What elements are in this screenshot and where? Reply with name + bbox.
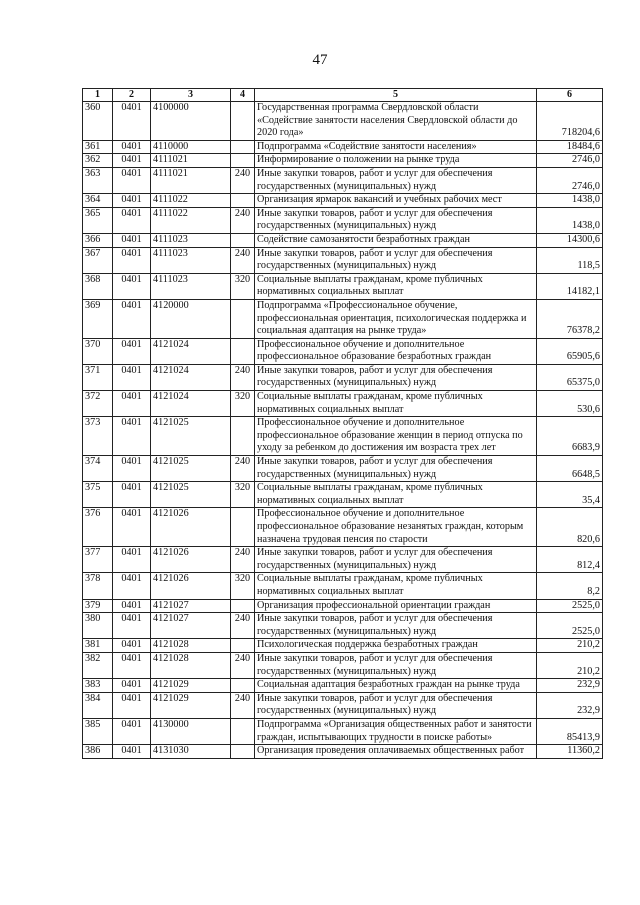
section-code: 0401 [113,247,151,273]
row-number: 385 [83,718,113,744]
target-code: 4121027 [151,613,231,639]
amount: 18484,6 [537,140,603,154]
item-name: Организация профессиональной ориентации граждан [255,599,537,613]
target-code: 4121029 [151,692,231,718]
table-row [83,573,603,599]
table-row [83,679,603,693]
item-name: Подпрограмма «Содействие занятости населения» [255,140,537,154]
item-name: Организация ярмарок вакансий и учебных рабочих мест [255,194,537,208]
section-code: 0401 [113,652,151,678]
amount: 6648,5 [537,456,603,482]
target-code: 4111022 [151,194,231,208]
amount: 35,4 [537,482,603,508]
row-number: 369 [83,299,113,338]
row-number: 381 [83,639,113,653]
expense-type [231,299,255,338]
table-row [83,102,603,141]
row-number: 362 [83,154,113,168]
item-name: Социальная адаптация безработных граждан на рынке труда [255,679,537,693]
table-row [83,652,603,678]
section-code: 0401 [113,273,151,299]
amount: 232,9 [537,692,603,718]
table-row [83,154,603,168]
table-row [83,299,603,338]
row-number: 384 [83,692,113,718]
item-name: Подпрограмма «Организация общественных работ и занятости граждан, испытывающих трудности в поиске работы» [255,718,537,744]
expense-type: 240 [231,456,255,482]
target-code: 4121024 [151,391,231,417]
table-row [83,508,603,547]
expense-type: 240 [231,167,255,193]
expense-type [231,194,255,208]
table-row [83,417,603,456]
header-col-6: 6 [537,89,603,102]
section-code: 0401 [113,154,151,168]
item-name: Социальные выплаты гражданам, кроме публичных нормативных социальных выплат [255,273,537,299]
expense-type [231,639,255,653]
target-code: 4130000 [151,718,231,744]
target-code: 4121025 [151,482,231,508]
target-code: 4121029 [151,679,231,693]
expense-type: 240 [231,364,255,390]
target-code: 4121026 [151,508,231,547]
header-col-1: 1 [83,89,113,102]
expense-type [231,679,255,693]
table-row [83,338,603,364]
row-number: 382 [83,652,113,678]
row-number: 378 [83,573,113,599]
amount: 11360,2 [537,745,603,759]
item-name: Иные закупки товаров, работ и услуг для обеспечения государственных (муниципальных) нужд [255,167,537,193]
section-code: 0401 [113,207,151,233]
section-code: 0401 [113,417,151,456]
expense-type: 320 [231,391,255,417]
target-code: 4131030 [151,745,231,759]
table-row [83,247,603,273]
header-col-4: 4 [231,89,255,102]
item-name: Информирование о положении на рынке труда [255,154,537,168]
expense-type: 320 [231,573,255,599]
section-code: 0401 [113,338,151,364]
section-code: 0401 [113,639,151,653]
row-number: 366 [83,233,113,247]
row-number: 372 [83,391,113,417]
target-code: 4121028 [151,652,231,678]
table-body [83,102,603,759]
item-name: Иные закупки товаров, работ и услуг для обеспечения государственных (муниципальных) нужд [255,547,537,573]
section-code: 0401 [113,599,151,613]
expense-type: 240 [231,247,255,273]
expense-type: 240 [231,692,255,718]
item-name: Иные закупки товаров, работ и услуг для обеспечения государственных (муниципальных) нужд [255,456,537,482]
row-number: 363 [83,167,113,193]
header-col-5: 5 [255,89,537,102]
expense-type [231,599,255,613]
expense-type: 320 [231,273,255,299]
table-row [83,547,603,573]
item-name: Иные закупки товаров, работ и услуг для обеспечения государственных (муниципальных) нужд [255,364,537,390]
target-code: 4121024 [151,338,231,364]
expense-type: 240 [231,547,255,573]
section-code: 0401 [113,194,151,208]
table-row [83,482,603,508]
amount: 85413,9 [537,718,603,744]
row-number: 361 [83,140,113,154]
section-code: 0401 [113,482,151,508]
expense-type [231,718,255,744]
item-name: Социальные выплаты гражданам, кроме публичных нормативных социальных выплат [255,482,537,508]
expense-type [231,417,255,456]
row-number: 374 [83,456,113,482]
table-row [83,456,603,482]
amount: 65905,6 [537,338,603,364]
target-code: 4111022 [151,207,231,233]
section-code: 0401 [113,613,151,639]
item-name: Профессиональное обучение и дополнительное профессиональное образование безработных граждан [255,338,537,364]
expense-type: 320 [231,482,255,508]
header-col-3: 3 [151,89,231,102]
amount: 210,2 [537,639,603,653]
row-number: 386 [83,745,113,759]
item-name: Иные закупки товаров, работ и услуг для обеспечения государственных (муниципальных) нужд [255,692,537,718]
target-code: 4121024 [151,364,231,390]
expense-type: 240 [231,207,255,233]
item-name: Социальные выплаты гражданам, кроме публичных нормативных социальных выплат [255,391,537,417]
target-code: 4121026 [151,547,231,573]
item-name: Иные закупки товаров, работ и услуг для обеспечения государственных (муниципальных) нужд [255,207,537,233]
section-code: 0401 [113,233,151,247]
table-row [83,140,603,154]
row-number: 383 [83,679,113,693]
amount: 2525,0 [537,613,603,639]
budget-table [82,88,603,759]
section-code: 0401 [113,364,151,390]
amount: 820,6 [537,508,603,547]
item-name: Иные закупки товаров, работ и услуг для обеспечения государственных (муниципальных) нужд [255,652,537,678]
row-number: 377 [83,547,113,573]
target-code: 4121025 [151,417,231,456]
section-code: 0401 [113,456,151,482]
item-name: Профессиональное обучение и дополнительное профессиональное образование женщин в период отпуска по уходу за ребенком до достижения им возраста трех лет [255,417,537,456]
amount: 118,5 [537,247,603,273]
section-code: 0401 [113,299,151,338]
target-code: 4100000 [151,102,231,141]
table-row [83,613,603,639]
section-code: 0401 [113,391,151,417]
section-code: 0401 [113,102,151,141]
amount: 2746,0 [537,154,603,168]
item-name: Психологическая поддержка безработных граждан [255,639,537,653]
section-code: 0401 [113,679,151,693]
item-name: Содействие самозанятости безработных граждан [255,233,537,247]
section-code: 0401 [113,718,151,744]
row-number: 370 [83,338,113,364]
target-code: 4121027 [151,599,231,613]
row-number: 379 [83,599,113,613]
row-number: 368 [83,273,113,299]
amount: 2746,0 [537,167,603,193]
target-code: 4111023 [151,247,231,273]
table-row [83,194,603,208]
table-row [83,391,603,417]
table-row [83,692,603,718]
expense-type [231,102,255,141]
amount: 14182,1 [537,273,603,299]
row-number: 367 [83,247,113,273]
row-number: 375 [83,482,113,508]
section-code: 0401 [113,140,151,154]
item-name: Подпрограмма «Профессиональное обучение, профессиональная ориентация, психологическая поддержка и социальная адаптация на рынке труда» [255,299,537,338]
table-row [83,233,603,247]
row-number: 364 [83,194,113,208]
amount: 65375,0 [537,364,603,390]
amount: 210,2 [537,652,603,678]
table-row [83,207,603,233]
target-code: 4120000 [151,299,231,338]
amount: 76378,2 [537,299,603,338]
table-row [83,364,603,390]
table-row [83,745,603,759]
expense-type [231,154,255,168]
table-row [83,718,603,744]
expense-type [231,140,255,154]
table-row [83,599,603,613]
row-number: 376 [83,508,113,547]
target-code: 4121025 [151,456,231,482]
amount: 1438,0 [537,194,603,208]
section-code: 0401 [113,508,151,547]
section-code: 0401 [113,573,151,599]
row-number: 360 [83,102,113,141]
header-col-2: 2 [113,89,151,102]
amount: 6683,9 [537,417,603,456]
item-name: Иные закупки товаров, работ и услуг для обеспечения государственных (муниципальных) нужд [255,613,537,639]
amount: 2525,0 [537,599,603,613]
expense-type: 240 [231,652,255,678]
target-code: 4111023 [151,273,231,299]
expense-type [231,233,255,247]
row-number: 380 [83,613,113,639]
target-code: 4111021 [151,167,231,193]
item-name: Социальные выплаты гражданам, кроме публичных нормативных социальных выплат [255,573,537,599]
section-code: 0401 [113,745,151,759]
target-code: 4110000 [151,140,231,154]
target-code: 4121026 [151,573,231,599]
amount: 232,9 [537,679,603,693]
header-row [83,89,603,102]
target-code: 4111021 [151,154,231,168]
section-code: 0401 [113,547,151,573]
table-row [83,273,603,299]
target-code: 4111023 [151,233,231,247]
table-row [83,167,603,193]
item-name: Профессиональное обучение и дополнительное профессиональное образование незанятых граждан, которым назначена трудовая пенсия по старости [255,508,537,547]
amount: 530,6 [537,391,603,417]
row-number: 373 [83,417,113,456]
amount: 812,4 [537,547,603,573]
row-number: 371 [83,364,113,390]
expense-type [231,745,255,759]
amount: 1438,0 [537,207,603,233]
expense-type [231,508,255,547]
section-code: 0401 [113,692,151,718]
page-number: 47 [312,52,328,68]
item-name: Организация проведения оплачиваемых общественных работ [255,745,537,759]
item-name: Иные закупки товаров, работ и услуг для обеспечения государственных (муниципальных) нужд [255,247,537,273]
amount: 8,2 [537,573,603,599]
item-name: Государственная программа Свердловской области «Содействие занятости населения Свердловской области до 2020 года» [255,102,537,141]
target-code: 4121028 [151,639,231,653]
amount: 14300,6 [537,233,603,247]
amount: 718204,6 [537,102,603,141]
section-code: 0401 [113,167,151,193]
expense-type [231,338,255,364]
table-row [83,639,603,653]
expense-type: 240 [231,613,255,639]
row-number: 365 [83,207,113,233]
